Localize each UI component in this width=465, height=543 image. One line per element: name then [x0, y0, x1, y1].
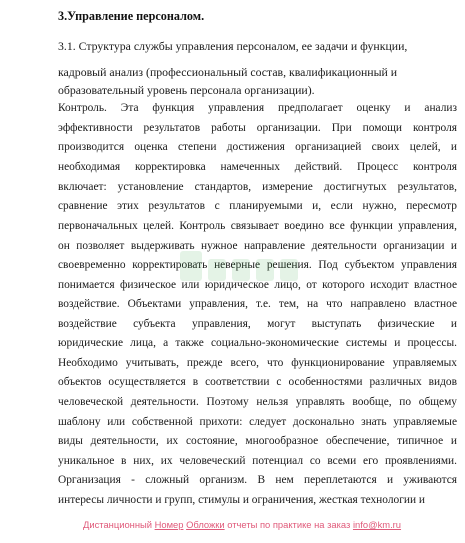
- body-line-15: объектов осуществляется в соответствии с особенностями различных видов: [58, 376, 457, 388]
- section-heading: 3.Управление персоналом.: [58, 9, 205, 23]
- body-line-11: воздействие. Объектами управления, т.е. тем, на что направлено властное: [58, 298, 457, 310]
- body-line-14: Необходимо учитывать, прежде всего, что функционирование управляемых: [58, 357, 457, 369]
- body-line-16: человеческой деятельности. Поэтому нельзя управлять вообще, по общему: [58, 396, 457, 408]
- body-line-5: включает: установление стандартов, измерение достигнутых результатов,: [58, 181, 457, 193]
- subheading-line-2: кадровый анализ (профессиональный состав, квалификационный и: [58, 65, 398, 79]
- footer-text: отчеты по практике на заказ: [224, 519, 353, 530]
- body-line-20: Организация - сложный организм. В нем переплетаются и уживаются: [58, 474, 457, 486]
- body-line-19: уникальное в них, их человеческий потенциал со всеми его проявлениями.: [58, 455, 457, 467]
- body-line-10: понимается физическое или юридическое лицо, от которого исходит властное: [58, 279, 457, 291]
- body-line-18: виды деятельности, их состояние, многообразное обеспечение, типичное и: [58, 435, 457, 447]
- body-line-8: он позволяет выдерживать нужное направление деятельности организации и: [58, 240, 457, 252]
- body-line-7: первоначальных целей. Контроль связывает воедино все функции управления,: [58, 220, 457, 232]
- body-line-9: своевременно корректировать неверные решения. Под субъектом управления: [58, 259, 457, 271]
- subheading-line-3: образовательный уровень персонала организации).: [58, 83, 315, 97]
- footer-link-covers[interactable]: Обложки: [186, 519, 225, 530]
- body-line-17: шаблону или собственной прихоти: следует досконально знать управляемые: [58, 416, 457, 428]
- footer-email-link[interactable]: info@km.ru: [352, 519, 402, 530]
- body-line-4: необходимая корректировка намеченных действий. Процесс контроля: [58, 161, 457, 173]
- body-line-21: интересы личности и групп, стимулы и ограничения, жесткая технологии и: [58, 494, 426, 506]
- body-line-12: воздействие субъекта управления, могут выступать физические и: [58, 318, 457, 330]
- footer-link-number[interactable]: Номер: [154, 519, 184, 530]
- body-line-1: Контроль. Эта функция управления предполагает оценку и анализ: [58, 102, 457, 114]
- body-line-2: эффективности результатов работы организации. При помощи контроля: [58, 122, 457, 134]
- footer-prefix: Дистанционный: [83, 519, 155, 530]
- body-line-13: юридические лица, а также социально-экономические системы и процессы.: [58, 337, 457, 349]
- subheading-line-1: 3.1. Структура службы управления персоналом, ее задачи и функции,: [58, 39, 408, 53]
- body-line-3: производится оценка степени достижения организацией своих целей, и: [58, 141, 457, 153]
- footer-ad: [83, 519, 401, 530]
- body-line-6: сравнение этих результатов с планируемыми и, если нужно, пересмотр: [58, 200, 457, 212]
